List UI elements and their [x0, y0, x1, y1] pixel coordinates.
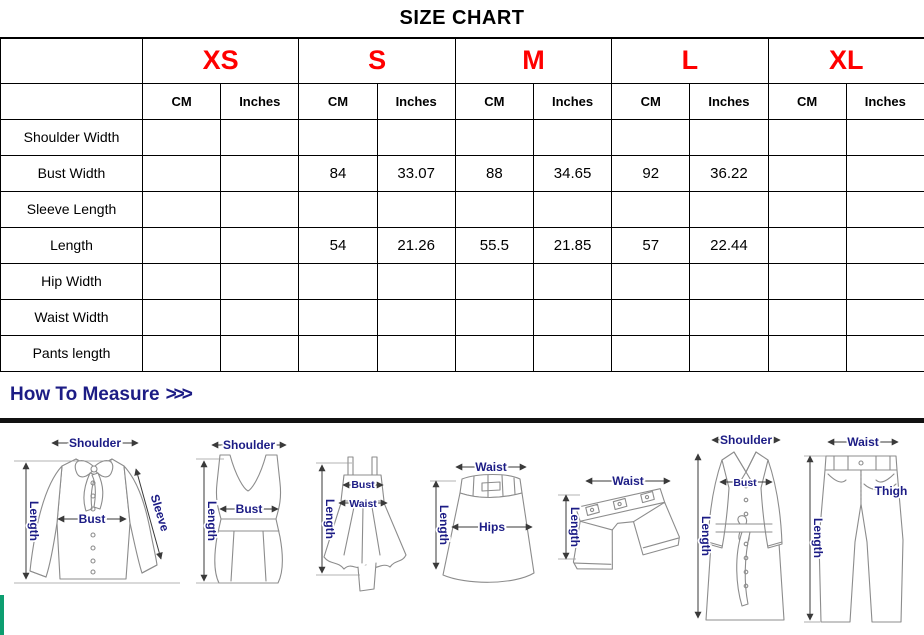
dress-diagram: [310, 449, 422, 601]
dress-bust-label: Bust: [351, 478, 375, 491]
skirt-waist-label: Waist: [475, 459, 507, 474]
unit-cell: CM: [143, 83, 221, 119]
measurement-cell: 36.22: [690, 155, 768, 191]
measurement-cell: 22.44: [690, 227, 768, 263]
table-row-shoulder-width: [1, 119, 924, 155]
unit-cell: CM: [612, 83, 690, 119]
how-to-measure-text: How To Measure: [10, 383, 160, 405]
measurement-cell: [299, 299, 377, 335]
measurement-cell: [299, 263, 377, 299]
measurement-cell: [846, 155, 924, 191]
dress-length-label: Length: [323, 498, 337, 539]
measurement-cell: [690, 263, 768, 299]
measurement-cell: [299, 335, 377, 371]
measurement-cell: [221, 299, 299, 335]
measurement-cell: [690, 191, 768, 227]
table-row-waist-width: [1, 299, 924, 335]
coat-shoulder-label: Shoulder: [719, 432, 773, 447]
unit-cell: Inches: [690, 83, 768, 119]
measurement-cell: [768, 155, 846, 191]
measurement-cell: [533, 335, 611, 371]
row-label: Waist Width: [1, 299, 143, 335]
measurement-cell: [143, 191, 221, 227]
coat-diagram: [682, 428, 810, 634]
size-chart-table: [0, 37, 924, 372]
row-label: Bust Width: [1, 155, 143, 191]
measurement-cell: [143, 335, 221, 371]
measurement-cell: [221, 227, 299, 263]
title-bar: [0, 0, 924, 37]
corner-cell: [1, 83, 143, 119]
unit-cell: CM: [768, 83, 846, 119]
measurement-cell: 57: [612, 227, 690, 263]
measurement-cell: [768, 227, 846, 263]
measurement-cell: 92: [612, 155, 690, 191]
row-label: Shoulder Width: [1, 119, 143, 155]
size-header-xl: XL: [768, 38, 924, 83]
measurement-cell: [377, 335, 455, 371]
measurement-cell: 21.85: [533, 227, 611, 263]
measurement-cell: [768, 191, 846, 227]
measurement-cell: 54: [299, 227, 377, 263]
how-to-measure-heading: [0, 372, 924, 418]
measurement-cell: 88: [455, 155, 533, 191]
pants-garment-outline: [819, 456, 903, 622]
measurement-cell: [143, 119, 221, 155]
pants-length-label: Length: [811, 517, 825, 558]
measurement-cell: [299, 191, 377, 227]
measurement-cell: [768, 299, 846, 335]
measurement-cell: [768, 119, 846, 155]
skirt-length-label: Length: [437, 504, 451, 545]
measurement-cell: [455, 191, 533, 227]
table-row-pants-length: [1, 335, 924, 371]
shorts-diagram: [546, 467, 692, 585]
measurement-cell: [768, 335, 846, 371]
coat-length-label: Length: [699, 515, 713, 556]
measurement-cell: [533, 263, 611, 299]
measurement-cell: [846, 227, 924, 263]
measurement-cell: [846, 335, 924, 371]
measurement-cell: [690, 119, 768, 155]
measurement-cell: [299, 119, 377, 155]
measurement-cell: [846, 299, 924, 335]
size-header-xs: XS: [143, 38, 299, 83]
row-label: Sleeve Length: [1, 191, 143, 227]
table-row-length: [1, 227, 924, 263]
measurement-cell: [612, 191, 690, 227]
tank-shoulder-label: Shoulder: [222, 437, 276, 452]
measurement-cell: [846, 119, 924, 155]
measurement-cell: [221, 155, 299, 191]
blouse-bust-label: Bust: [78, 511, 106, 526]
table-row-hip-width: [1, 263, 924, 299]
table-row-bust-width: [1, 155, 924, 191]
measurement-cell: [143, 155, 221, 191]
size-header-s: S: [299, 38, 455, 83]
row-label: Pants length: [1, 335, 143, 371]
measurement-cell: [612, 119, 690, 155]
measurement-cell: [377, 119, 455, 155]
skirt-diagram: [426, 455, 554, 595]
measurement-cell: [533, 299, 611, 335]
size-header-m: M: [455, 38, 611, 83]
measurement-cell: [143, 299, 221, 335]
measure-diagrams: [0, 423, 924, 635]
measurement-cell: [455, 335, 533, 371]
size-header-l: L: [612, 38, 768, 83]
measurement-cell: [221, 335, 299, 371]
blouse-shoulder-label: Shoulder: [68, 435, 122, 450]
size-header-row: [1, 38, 924, 83]
measurement-cell: [221, 191, 299, 227]
tank-garment-outline: [215, 455, 283, 583]
measurement-cell: [533, 119, 611, 155]
unit-cell: Inches: [533, 83, 611, 119]
measurement-cell: 33.07: [377, 155, 455, 191]
pants-thigh-label: Thigh: [874, 483, 908, 498]
blouse-length-label: Length: [27, 500, 41, 541]
pants-diagram: [792, 430, 924, 634]
measurement-cell: [612, 263, 690, 299]
measurement-cell: [846, 263, 924, 299]
unit-cell: Inches: [377, 83, 455, 119]
measurement-cell: 21.26: [377, 227, 455, 263]
measurement-cell: [143, 227, 221, 263]
page-title: SIZE CHART: [399, 7, 525, 29]
measurement-cell: 55.5: [455, 227, 533, 263]
measurement-cell: [221, 119, 299, 155]
unit-cell: Inches: [221, 83, 299, 119]
unit-cell: Inches: [846, 83, 924, 119]
measurement-cell: 84: [299, 155, 377, 191]
measurement-cell: [377, 191, 455, 227]
measurement-cell: 34.65: [533, 155, 611, 191]
tank-bust-label: Bust: [235, 501, 263, 516]
corner-cell: [1, 38, 143, 83]
measurement-cell: [221, 263, 299, 299]
measurement-cell: [690, 299, 768, 335]
measurement-cell: [533, 191, 611, 227]
measurement-cell: [612, 335, 690, 371]
measurement-cell: [846, 191, 924, 227]
measurement-cell: [455, 299, 533, 335]
measurement-cell: [377, 299, 455, 335]
measurement-cell: [455, 119, 533, 155]
blouse-sleeve-label: Sleeve: [147, 492, 173, 533]
skirt-hips-label: Hips: [478, 519, 506, 534]
shorts-waist-label: Waist: [612, 473, 644, 488]
tank-length-label: Length: [205, 500, 219, 541]
coat-bust-label: Bust: [733, 476, 757, 489]
blouse-diagram: [4, 431, 188, 605]
unit-cell: CM: [455, 83, 533, 119]
row-label: Length: [1, 227, 143, 263]
measurement-cell: [143, 263, 221, 299]
shorts-garment-outline: [567, 487, 682, 573]
tank-top-diagram: [190, 433, 308, 598]
green-edge-strip: [0, 595, 4, 635]
measurement-cell: [612, 299, 690, 335]
unit-header-row: [1, 83, 924, 119]
measurement-cell: [455, 263, 533, 299]
measurement-cell: [377, 263, 455, 299]
measurement-cell: [690, 335, 768, 371]
table-row-sleeve-length: [1, 191, 924, 227]
shorts-length-label: Length: [568, 506, 582, 547]
measurement-cell: [768, 263, 846, 299]
unit-cell: CM: [299, 83, 377, 119]
row-label: Hip Width: [1, 263, 143, 299]
chevrons-icon: >>>: [165, 383, 190, 405]
pants-waist-label: Waist: [847, 434, 879, 449]
dress-waist-label: Waist: [349, 497, 377, 510]
